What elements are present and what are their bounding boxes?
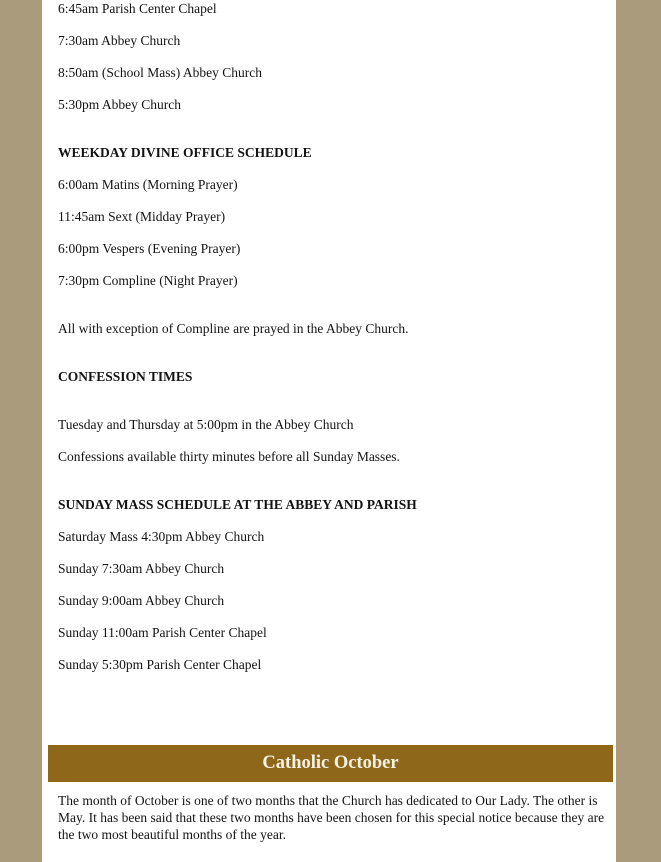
article-section <box>42 792 616 843</box>
schedule-section <box>42 1 616 672</box>
schedule-line: Sunday 11:00am Parish Center Chapel <box>58 625 267 640</box>
schedule-line: Sunday 9:00am Abbey Church <box>58 593 225 608</box>
schedule-line: 5:30pm Abbey Church <box>58 97 181 112</box>
schedule-line: Confessions available thirty minutes before all Sunday Masses. <box>58 449 400 464</box>
schedule-group <box>58 1 608 112</box>
schedule-line: Sunday 5:30pm Parish Center Chapel <box>58 657 262 672</box>
article-paragraph: The month of October is one of two months that the Church has dedicated to Our Lady. The other is May. It has been said that these two months have been chosen for this special notice because they are the two most beautiful months of the year. <box>58 793 605 842</box>
schedule-line: 6:00pm Vespers (Evening Prayer) <box>58 241 241 256</box>
schedule-heading: WEEKDAY DIVINE OFFICE SCHEDULE <box>58 145 312 160</box>
schedule-group <box>58 481 608 672</box>
banner-title: Catholic October <box>262 753 399 773</box>
schedule-line: Sunday 7:30am Abbey Church <box>58 561 225 576</box>
schedule-group <box>58 305 608 336</box>
schedule-heading: SUNDAY MASS SCHEDULE AT THE ABBEY AND PARISH <box>58 497 417 512</box>
schedule-group <box>58 353 608 384</box>
newsletter-body <box>42 0 616 862</box>
schedule-group <box>58 401 608 464</box>
schedule-line: 6:00am Matins (Morning Prayer) <box>58 177 238 192</box>
schedule-line: 6:45am Parish Center Chapel <box>58 1 217 16</box>
schedule-line: Saturday Mass 4:30pm Abbey Church <box>58 529 265 544</box>
schedule-group <box>58 129 608 288</box>
schedule-line: 8:50am (School Mass) Abbey Church <box>58 65 262 80</box>
schedule-line: 7:30am Abbey Church <box>58 33 181 48</box>
schedule-heading: CONFESSION TIMES <box>58 369 193 384</box>
schedule-line: Tuesday and Thursday at 5:00pm in the Abbey Church <box>58 417 354 432</box>
schedule-line: All with exception of Compline are prayed in the Abbey Church. <box>58 321 409 336</box>
schedule-line: 11:45am Sext (Midday Prayer) <box>58 209 226 224</box>
catholic-october-banner <box>48 745 613 782</box>
schedule-line: 7:30pm Compline (Night Prayer) <box>58 273 238 288</box>
